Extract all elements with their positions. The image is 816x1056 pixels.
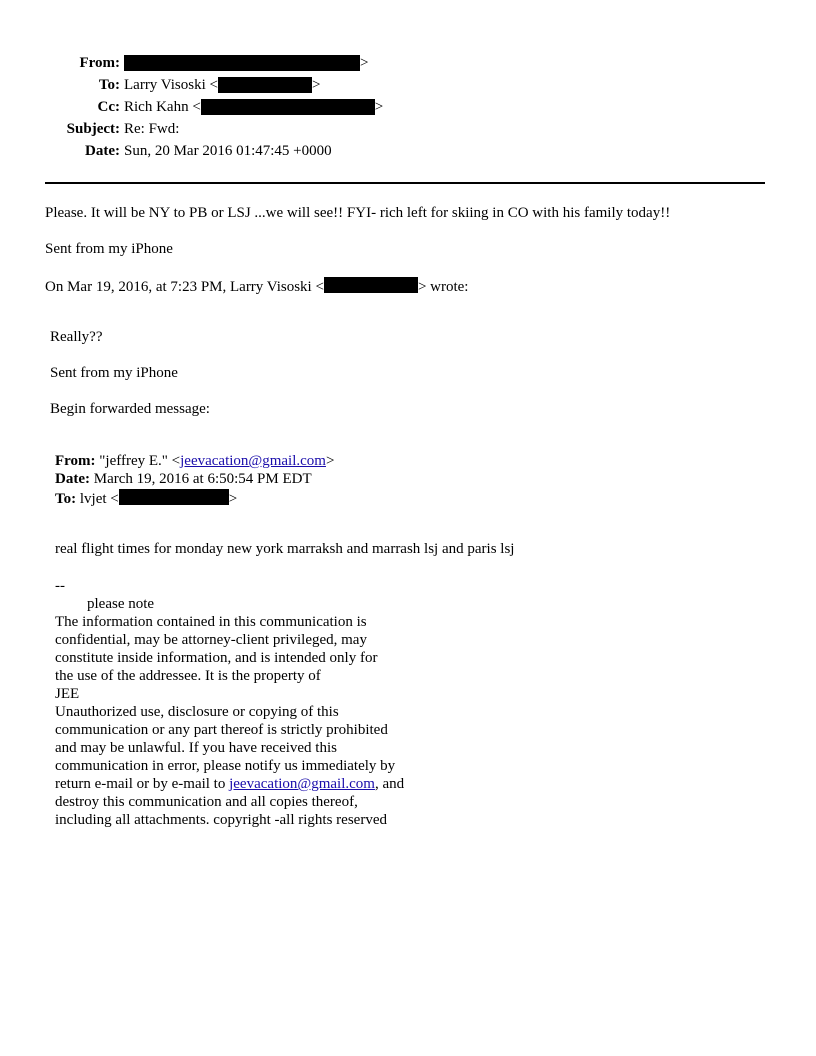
please-note: please note	[87, 596, 155, 612]
header-date-row	[40, 140, 383, 162]
cc-suffix: >	[374, 98, 384, 115]
signature: Sent from my iPhone	[45, 241, 173, 257]
header-from-row	[40, 52, 383, 74]
header-cc-row	[40, 96, 383, 118]
disclaimer-line: and may be unlawful. If you have received this	[55, 740, 337, 756]
forwarded-from-name: "jeffrey E." <	[95, 453, 181, 469]
forwarded-to-row	[55, 489, 334, 507]
from-label: From:	[79, 54, 120, 71]
disclaimer	[55, 577, 404, 829]
redacted-block	[218, 77, 312, 93]
quote-intro	[45, 277, 468, 296]
email-header	[40, 52, 383, 162]
header-divider	[45, 182, 765, 184]
quoted-signature: Sent from my iPhone	[50, 365, 178, 381]
to-suffix: >	[311, 76, 321, 93]
disclaimer-line: the use of the addressee. It is the property of	[55, 668, 321, 684]
forwarded-date-row	[55, 471, 334, 489]
reply-text: Please. It will be NY to PB or LSJ ...we will see!! FYI- rich left for skiing in CO with his family today!!	[45, 205, 671, 221]
to-label: To:	[98, 76, 120, 93]
disclaimer-line: confidential, may be attorney-client privileged, may	[55, 632, 367, 648]
disclaimer-line: including all attachments. copyright -all rights reserved	[55, 812, 387, 828]
disclaimer-line: JEE	[55, 686, 80, 702]
disclaimer-email-line	[55, 775, 404, 793]
header-subject-row	[40, 118, 383, 140]
forwarded-to-label: To:	[55, 491, 77, 507]
signature-dashes: --	[55, 578, 65, 594]
quoted-text: Really??	[50, 329, 103, 345]
redacted-block	[119, 489, 229, 505]
disclaimer-email-suffix: , and	[374, 776, 405, 792]
forwarded-date-label: Date:	[55, 471, 90, 487]
forwarded-message: real flight times for monday new york marraksh and marrash lsj and paris lsj	[55, 541, 515, 557]
disclaimer-line: Unauthorized use, disclosure or copying of this	[55, 704, 339, 720]
subject-value: Re: Fwd:	[124, 120, 180, 137]
forwarded-from-row	[55, 453, 334, 471]
redacted-block	[324, 277, 418, 293]
date-label: Date:	[85, 142, 120, 159]
quote-intro-suffix: > wrote:	[417, 279, 469, 295]
to-name: Larry Visoski <	[124, 76, 218, 93]
disclaimer-line: communication or any part thereof is strictly prohibited	[55, 722, 388, 738]
forwarded-header	[55, 453, 334, 507]
cc-name: Rich Kahn <	[124, 98, 201, 115]
begin-forwarded-label: Begin forwarded message:	[50, 401, 210, 417]
cc-label: Cc:	[97, 98, 120, 115]
forwarded-from-suffix: >	[325, 453, 335, 469]
disclaimer-email-link[interactable]: jeevacation@gmail.com	[229, 776, 375, 792]
from-suffix: >	[360, 54, 369, 71]
disclaimer-line: constitute inside information, and is intended only for	[55, 650, 378, 666]
disclaimer-line: destroy this communication and all copies thereof,	[55, 794, 358, 810]
forwarded-from-label: From:	[55, 453, 96, 469]
quote-intro-prefix: On Mar 19, 2016, at 7:23 PM, Larry Visoski <	[45, 279, 324, 295]
redacted-block	[201, 99, 375, 115]
redacted-block	[124, 55, 360, 71]
forwarded-to-value: lvjet <	[76, 491, 119, 507]
subject-label: Subject:	[66, 120, 120, 137]
disclaimer-line: The information contained in this communication is	[55, 614, 367, 630]
header-to-row	[40, 74, 383, 96]
date-value: Sun, 20 Mar 2016 01:47:45 +0000	[124, 142, 332, 159]
forwarded-to-suffix: >	[228, 491, 238, 507]
forwarded-from-email-link[interactable]: jeevacation@gmail.com	[180, 453, 326, 469]
disclaimer-email-prefix: return e-mail or by e-mail to	[55, 776, 230, 792]
forwarded-date-value: March 19, 2016 at 6:50:54 PM EDT	[89, 471, 312, 487]
disclaimer-line: communication in error, please notify us immediately by	[55, 758, 396, 774]
